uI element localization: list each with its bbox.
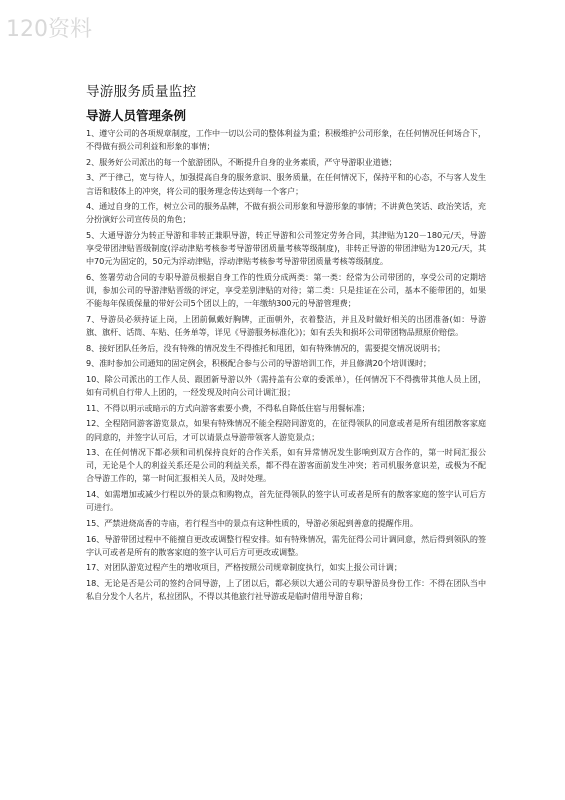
- regulation-item-10: 10、除公司派出的工作人员、跟团新导游以外（需持盖有公章的委派单），任何情况下不得携带其他人员上团，如有司机自行带人上团的，一经发现及时向公司计调汇报；: [86, 373, 486, 398]
- regulation-item-17: 17、对团队游览过程产生的增收项目，严格按照公司规章制度执行，如实上报公司计调；: [86, 562, 402, 573]
- regulation-item-13: 13、在任何情况下都必须和司机保持良好的合作关系，如有异常情况发生影响到双方合作的，第一时间汇报公司，无论是个人的利益关系还是公司的利益关系，都不得在游客面前发生冲突；若司机服务意识差，或极为不配合导游工作的，第一时间汇报相关人员，及时处理。: [86, 447, 486, 484]
- watermark: 120资料: [6, 17, 92, 42]
- regulation-item-9: 9、准时参加公司通知的固定例会，积极配合参与公司的导游培训工作，并且修满20个培训课时；: [86, 358, 432, 369]
- document-page: [86, 80, 486, 606]
- regulation-item-5: 5、大通导游分为转正导游和非转正兼职导游，转正导游和公司签定劳务合同，其津贴为120－180元/天，导游享受带团津贴晋级制度(浮动津贴考核参考导游带团质量考核等级制度)，非转正导游的带团津贴为120元/天，其中70元为固定的，50元为浮动津贴，浮动津贴考核参考导游带团质量考核等级制度。: [86, 230, 486, 267]
- section-subtitle: 导游人员管理条例: [86, 108, 187, 123]
- regulation-item-11: 11、不得以明示或暗示的方式向游客索要小费，不得私自降低住宿与用餐标准；: [86, 402, 370, 413]
- document-title: 导游服务质量监控: [86, 84, 197, 100]
- regulation-item-12: 12、全程陪同游客游览景点，如果有特殊情况不能全程陪同游览的，在征得领队的同意或者是所有组团散客家庭的同意的，并签字认可后，才可以请景点导游带领客人游览景点；: [86, 418, 486, 442]
- regulation-item-2: 2、服务好公司派出的每一个旅游团队，不断提升自身的业务素质，严守导游职业道德；: [86, 156, 397, 167]
- regulation-list: [86, 127, 486, 603]
- regulation-item-15: 15、严禁进烧高香的寺庙，若行程当中的景点有这种性质的，导游必须起到善意的提醒作用。: [86, 517, 418, 528]
- regulation-item-8: 8、接好团队任务后，没有特殊的情况发生不得推托和甩团，如有特殊情况的，需要提交情况说明书；: [86, 342, 446, 353]
- regulation-item-7: 7、导游员必须持证上岗，上团前佩戴好胸牌，正面朝外，衣着整洁，并且及时做好相关的出团准备(如：导游旗、旗杆、话筒、车贴、任务单等，详见《导游服务标准化》)；如有丢失和损坏公司带团物品照原价赔偿。: [86, 313, 486, 337]
- regulation-item-3: 3、严于律己，宽与待人，加强提高自身的服务意识、服务质量，在任何情况下，保持平和的心态，不与客人发生言语和肢体上的冲突，将公司的服务理念传达到每一个客户；: [86, 172, 486, 196]
- regulation-item-16: 16、导游带团过程中不能擅自更改或调整行程安排。如有特殊情况，需先征得公司计调同意，然后得到领队的签字认可或者是所有的散客家庭的签字认可后方可更改或调整。: [86, 533, 486, 557]
- regulation-item-6: 6、签署劳动合同的专职导游员根据自身工作的性质分成两类：第一类：经常为公司带团的，享受公司的定期培训，参加公司的导游津贴晋级的评定，享受差别津贴的对待；第二类：只是挂证在公司，基本不能带团的，如果不能每年保质保量的带好公司5个团以上的，一年缴纳300元的导游管理费；: [86, 271, 486, 309]
- regulation-item-1: 1、遵守公司的各项规章制度，工作中一切以公司的整体利益为重；积极维护公司形象，在任何情况任何场合下，不得做有损公司利益和形象的事情；: [86, 128, 486, 152]
- regulation-item-4: 4、通过自身的工作，树立公司的服务品牌，不做有损公司形象和导游形象的事情；不讲黄色笑话、政治笑话，充分扮演好公司宣传员的角色；: [86, 201, 486, 225]
- regulation-item-18: 18、无论是否是公司的签约合同导游，上了团以后，都必须以大通公司的专职导游员身份工作：不得在团队当中私自分发个人名片，私拉团队，不得以其他旅行社导游或是临时借用导游自称；: [86, 578, 486, 602]
- regulation-item-14: 14、如需增加或减少行程以外的景点和购物点，首先征得领队的签字认可或者是所有的散客家庭的签字认可后方可进行。: [86, 489, 486, 513]
